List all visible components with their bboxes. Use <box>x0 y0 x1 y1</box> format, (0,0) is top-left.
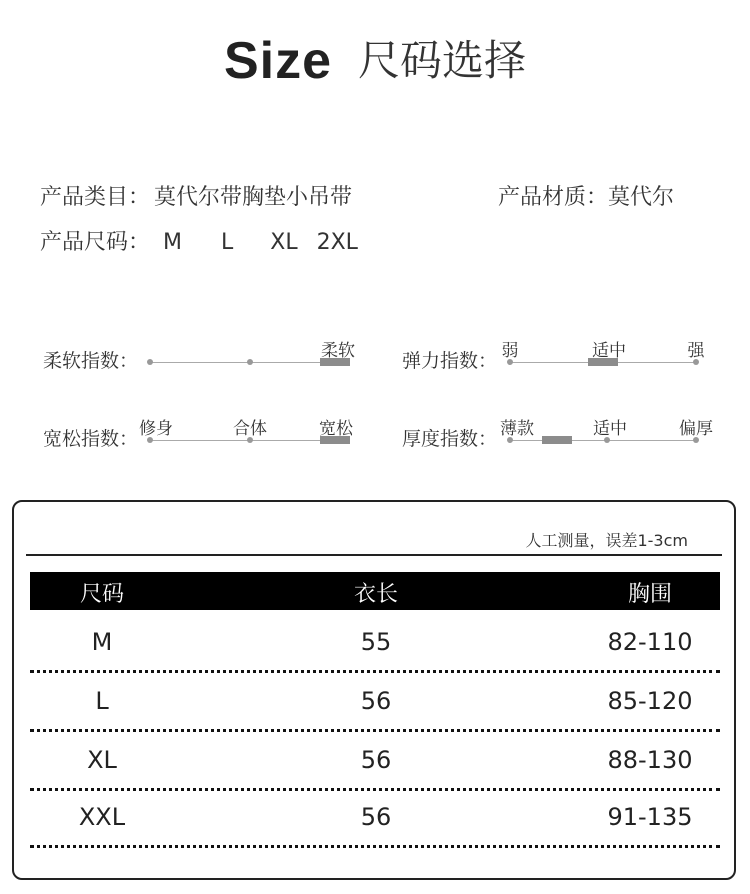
cell-size: XL <box>87 746 117 774</box>
scale-tick: 适中 <box>593 419 627 439</box>
cell-bust: 82-110 <box>607 628 693 656</box>
table-row <box>30 614 720 673</box>
divider <box>26 554 722 556</box>
cell-bust: 85-120 <box>607 687 693 715</box>
table-header <box>30 572 720 610</box>
header-size: 尺码 <box>79 582 124 607</box>
material-value: 莫代尔 <box>608 185 675 210</box>
cell-length: 55 <box>360 628 392 656</box>
measurement-note: 人工测量，误差1-3cm <box>525 531 688 550</box>
size-option-l: L <box>221 230 234 255</box>
scale-selected-marker <box>542 436 572 444</box>
cell-bust: 91-135 <box>607 803 693 831</box>
scale-tick: 适中 <box>592 341 626 361</box>
scale-line <box>510 440 696 441</box>
table-row <box>30 732 720 791</box>
size-info <box>40 225 376 256</box>
cell-length: 56 <box>360 687 392 715</box>
thickness-label: 厚度指数： <box>402 428 498 450</box>
category-value: 莫代尔带胸垫小吊带 <box>154 185 353 210</box>
category-info <box>40 180 352 211</box>
size-option-2xl: 2XL <box>316 230 358 255</box>
cell-bust: 88-130 <box>607 746 693 774</box>
size-table <box>12 500 736 880</box>
scale-tick: 薄款 <box>500 419 534 439</box>
table-row <box>30 673 720 732</box>
size-option-m: M <box>163 230 182 255</box>
fit-label: 宽松指数： <box>43 428 139 450</box>
scale-tick: 柔软 <box>321 341 355 361</box>
scale-tick: 宽松 <box>319 419 353 439</box>
material-info <box>498 180 674 211</box>
page-title <box>0 28 750 91</box>
fit-scale <box>139 418 353 448</box>
size-label: 产品尺码： <box>40 230 151 255</box>
header-bust: 胸围 <box>627 582 672 607</box>
cell-length: 56 <box>360 803 392 831</box>
softness-scale <box>150 340 355 370</box>
scale-tick: 合体 <box>233 419 267 439</box>
scale-tick: 偏厚 <box>679 419 713 439</box>
scale-tick: 强 <box>687 341 705 361</box>
elasticity-scale <box>501 340 705 370</box>
elasticity-label: 弹力指数： <box>402 350 498 372</box>
title-english: Size <box>223 32 333 90</box>
softness-label: 柔软指数： <box>43 350 139 372</box>
category-label: 产品类目： <box>40 185 151 210</box>
thickness-scale <box>500 418 713 448</box>
scale-tick: 修身 <box>139 419 173 439</box>
table-row <box>30 789 720 848</box>
cell-size: L <box>95 687 109 715</box>
scale-dot <box>147 359 153 365</box>
cell-length: 56 <box>360 746 392 774</box>
header-length: 衣长 <box>353 582 398 607</box>
scale-tick: 弱 <box>501 341 519 361</box>
size-option-xl: XL <box>270 230 298 255</box>
cell-size: M <box>91 628 113 656</box>
scale-dot <box>247 359 253 365</box>
title-chinese: 尺码选择 <box>358 36 527 85</box>
material-label: 产品材质： <box>498 185 609 210</box>
cell-size: XXL <box>78 803 126 831</box>
